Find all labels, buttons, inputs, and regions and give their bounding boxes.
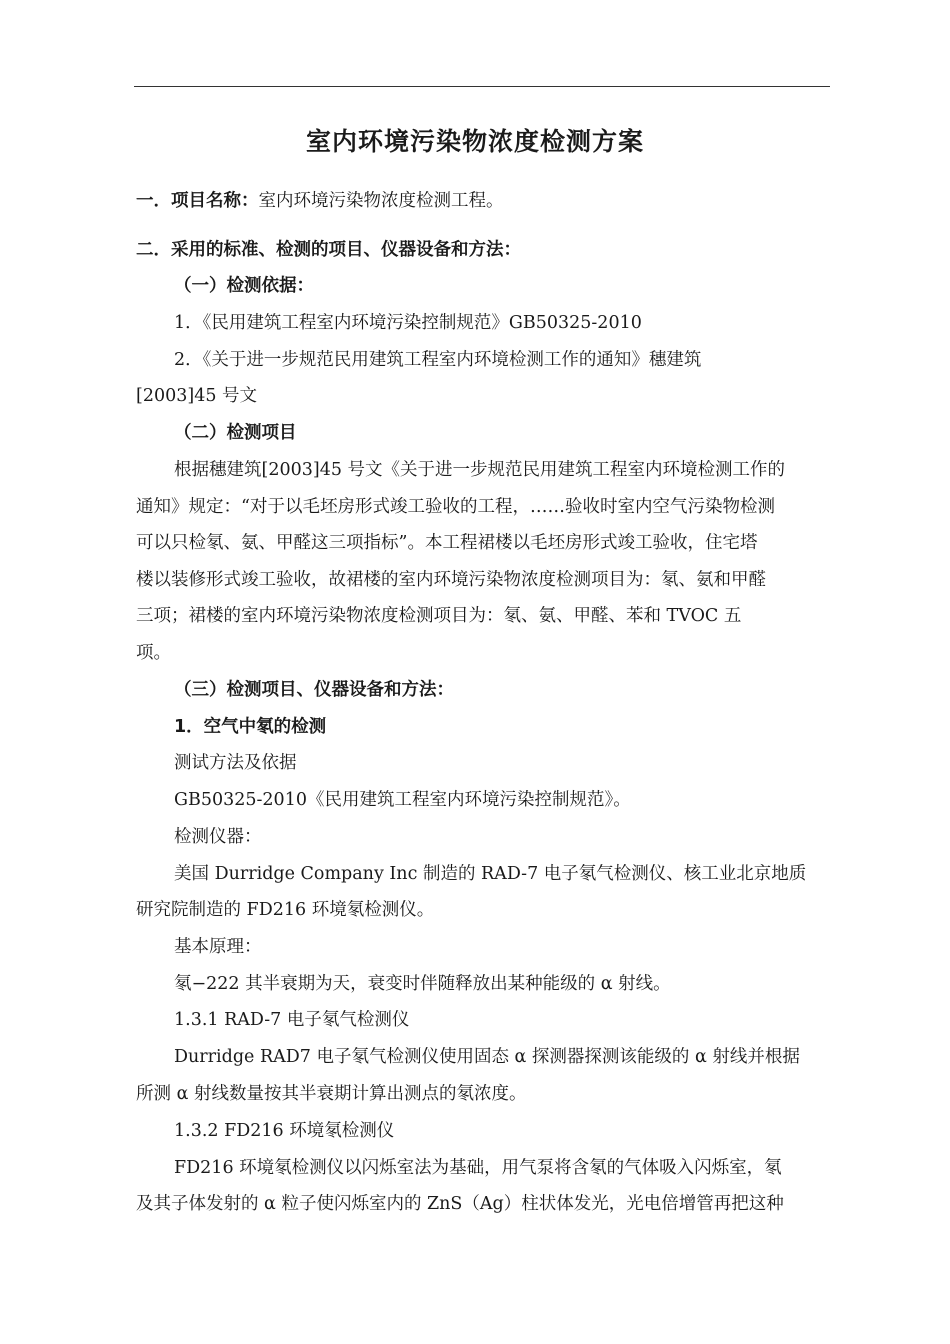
- subsection-2-heading: （二）检测项目: [174, 423, 297, 443]
- header-rule: [134, 86, 830, 87]
- section-1-label: 一．项目名称：: [136, 191, 259, 211]
- section-1-value: 室内环境污染物浓度检测工程。: [258, 191, 504, 211]
- heading-1-3-2: 1.3.2 FD216 环境氡检测仪: [174, 1121, 395, 1141]
- instrument-label: 检测仪器：: [174, 827, 262, 847]
- paragraph-1-line-5: 三项；裙楼的室内环境污染物浓度检测项目为：氡、氨、甲醛、苯和 TVOC 五: [136, 606, 742, 626]
- paragraph-1-line-2: 通知》规定：“对于以毛坯房形式竣工验收的工程，……验收时室内空气污染物检测: [136, 497, 775, 517]
- paragraph-132-line-2: 及其子体发射的 α 粒子使闪烁室内的 ZnS（Ag）柱状体发光，光电倍增管再把这种: [136, 1194, 784, 1214]
- reference-1: 1．《民用建筑工程室内环境污染控制规范》GB50325-2010: [174, 313, 642, 333]
- section-1: [136, 190, 504, 212]
- method-label: 测试方法及依据: [174, 753, 297, 773]
- principle-label: 基本原理：: [174, 937, 262, 957]
- paragraph-1-line-6: 项。: [136, 643, 171, 663]
- principle-value: 氡−222 其半衰期为天，衰变时伴随释放出某种能级的 α 射线。: [174, 974, 671, 994]
- paragraph-1-line-1: 根据穗建筑[2003]45 号文《关于进一步规范民用建筑工程室内环境检测工作的: [174, 460, 786, 480]
- section-2-heading: 二．采用的标准、检测的项目、仪器设备和方法：: [136, 240, 521, 260]
- subsection-3-heading: （三）检测项目、仪器设备和方法：: [174, 680, 454, 700]
- heading-1-3-1: 1.3.1 RAD-7 电子氡气检测仪: [174, 1010, 410, 1030]
- paragraph-1-line-3: 可以只检氡、氨、甲醛这三项指标”。本工程裙楼以毛坯房形式竣工验收，住宅塔: [136, 533, 758, 553]
- item-1-heading: 1．空气中氡的检测: [174, 717, 327, 737]
- instrument-line-1: 美国 Durridge Company Inc 制造的 RAD-7 电子氡气检测仪、核工业北京地质: [174, 864, 807, 884]
- subsection-1-heading: （一）检测依据：: [174, 276, 314, 296]
- reference-2-line-1: 2．《关于进一步规范民用建筑工程室内环境检测工作的通知》穗建筑: [174, 350, 702, 370]
- paragraph-131-line-1: Durridge RAD7 电子氡气检测仪使用固态 α 探测器探测该能级的 α 射线并根据: [174, 1047, 800, 1067]
- paragraph-1-line-4: 楼以装修形式竣工验收，故裙楼的室内环境污染物浓度检测项目为：氡、氨和甲醛: [136, 570, 766, 590]
- method-value: GB50325-2010《民用建筑工程室内环境污染控制规范》。: [174, 790, 631, 810]
- reference-2-line-2: [2003]45 号文: [136, 386, 258, 406]
- document-title: 室内环境污染物浓度检测方案: [305, 127, 644, 156]
- paragraph-131-line-2: 所测 α 射线数量按其半衰期计算出测点的氡浓度。: [136, 1084, 527, 1104]
- instrument-line-2: 研究院制造的 FD216 环境氡检测仪。: [136, 900, 435, 920]
- paragraph-132-line-1: FD216 环境氡检测仪以闪烁室法为基础，用气泵将含氡的气体吸入闪烁室，氡: [174, 1158, 782, 1178]
